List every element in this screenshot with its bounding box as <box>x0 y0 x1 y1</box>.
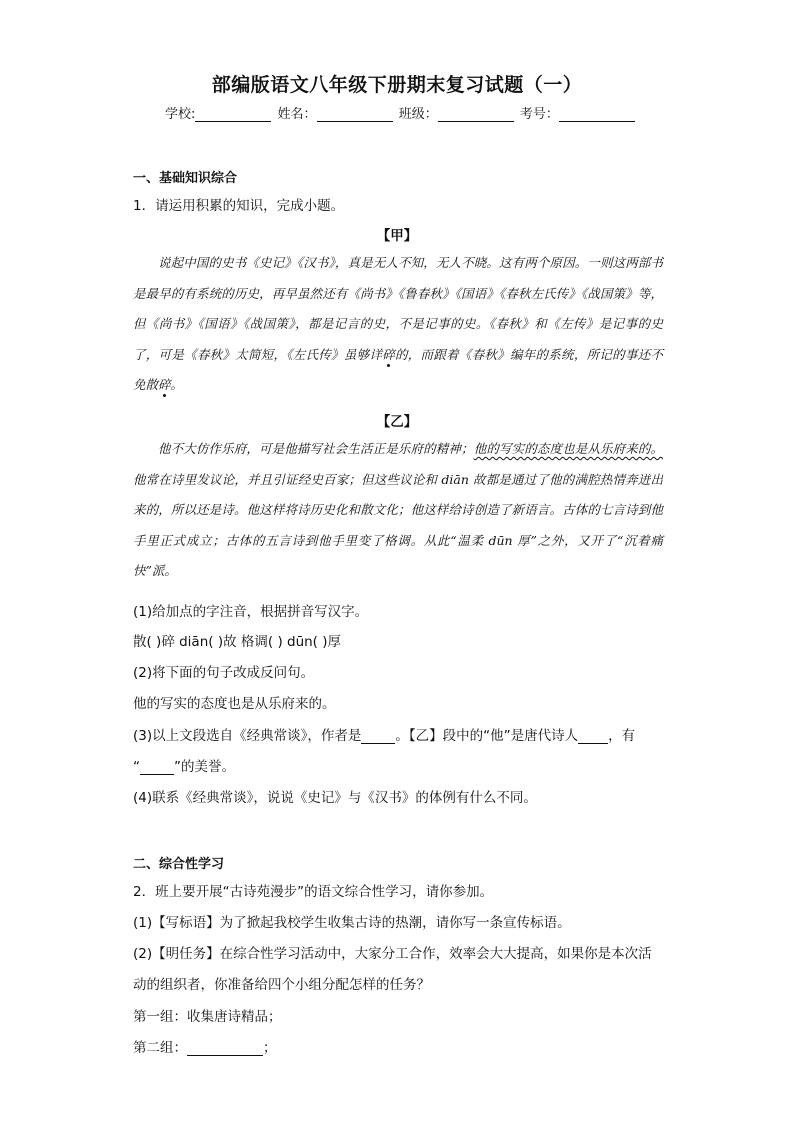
subquestion-1: (1)给加点的字注音，根据拼音写汉字。 <box>133 604 369 620</box>
subquestion-3 <box>133 724 635 744</box>
title-blank[interactable] <box>140 760 174 775</box>
class-field[interactable] <box>438 107 514 122</box>
subquestion-2: (2)将下面的句子改成反问句。 <box>133 665 315 681</box>
exam-no-field[interactable] <box>559 107 635 122</box>
dotted-char: 碎 <box>382 346 395 362</box>
subquestion-3-text-e: ”的美誉。 <box>174 759 235 775</box>
q2-subquestion-1: (1)【写标语】为了掀起我校学生收集古诗的热潮，请你写一条宣传标语。 <box>133 915 571 931</box>
group-2-label: 第二组： <box>133 1040 187 1056</box>
group-1: 第一组：收集唐诗精品； <box>133 1009 282 1025</box>
group-2-end: ； <box>263 1040 277 1056</box>
passage-yi-label: 【乙】 <box>376 414 418 430</box>
name-label: 姓名： <box>277 107 317 122</box>
passage-jia-label: 【甲】 <box>376 228 418 244</box>
q2-subquestion-2-line1: (2)【明任务】在综合性学习活动中，大家分工合作，效率会大大提高，如果你是本次活 <box>133 946 652 962</box>
passage-jia-text: 说起中国的史书《史记》《汉书》，真是无人不知，无人不晓。这有两个原因。一则这两部书是最早的有系统的历史，再早虽然还有《尚书》《鲁春秋》《国语》《春秋左氏传》《战国策》等，但《尚书》《国语》《战国策》，都是记言的史，不是记事的史。《春秋》和《左传》是记事的史了，可是《春秋》太简短，《左氏传》虽够详 <box>133 255 663 362</box>
passage-jia <box>133 248 663 401</box>
subquestion-3-cont <box>133 755 235 775</box>
name-field[interactable] <box>317 107 393 122</box>
question2-stem: 2．班上要开展“古诗苑漫步”的语文综合性学习，请你参加。 <box>133 884 494 900</box>
subquestion-3-text-a: (3)以上文段选自《经典常谈》，作者是 <box>133 728 362 744</box>
passage-yi-text: 他不大仿作乐府，可是他描写社会生活正是乐府的精神； <box>158 441 474 456</box>
exam-no-label: 考号： <box>519 107 559 122</box>
passage-jia-text-3: 。 <box>170 377 184 392</box>
class-label: 班级： <box>398 107 438 122</box>
question1-stem: 1．请运用积累的知识，完成小题。 <box>133 198 345 214</box>
student-info-line <box>165 103 637 122</box>
section2-heading: 二、综合性学习 <box>133 857 225 872</box>
subquestion-3-text-d: “ <box>133 759 140 775</box>
subquestion-2-sentence: 他的写实的态度也是从乐府来的。 <box>133 696 336 712</box>
poet-blank[interactable] <box>578 729 608 744</box>
wavy-underlined-sentence: 他的写实的态度也是从乐府来的。 <box>473 441 663 456</box>
subquestion-1-items[interactable]: 散( )碎 diān( )故 格调( ) dūn( )厚 <box>133 634 342 650</box>
author-blank[interactable] <box>361 729 395 744</box>
passage-jia-text-2: 的，而跟着《春秋》编年的系统，所记的事还不免散 <box>133 346 663 392</box>
section1-heading: 一、基础知识综合 <box>133 171 238 186</box>
school-label: 学校: <box>165 107 196 122</box>
q2-subquestion-2-line2: 动的组织者，你准备给四个小组分配怎样的任务？ <box>133 977 430 993</box>
subquestion-4: (4)联系《经典常谈》，说说《史记》与《汉书》的体例有什么不同。 <box>133 790 537 806</box>
passage-yi-text-2: 他常在诗里发议论，并且引证经史百家；但这些议论和 diān 故都是通过了他的满腔热情奔迸出来的，所以还是诗。他这样将诗历史化和散文化；他这样给诗创造了新语言。古体的七言诗到他手里正式成立；古体的五言诗到他手里变了格调。从此“温柔 dūn 厚”之外，又开了“沉着痛快”派。 <box>133 471 663 578</box>
group-2-blank[interactable] <box>187 1041 263 1056</box>
subquestion-3-text-b: 。【乙】段中的“他”是唐代诗人 <box>395 728 579 744</box>
passage-yi <box>133 434 663 587</box>
group-2 <box>133 1036 277 1056</box>
exam-title: 部编版语文八年级下册期末复习试题（一） <box>211 74 583 96</box>
subquestion-3-text-c: ，有 <box>608 728 636 744</box>
school-field[interactable] <box>195 107 271 122</box>
dotted-char-2: 碎 <box>158 377 171 392</box>
